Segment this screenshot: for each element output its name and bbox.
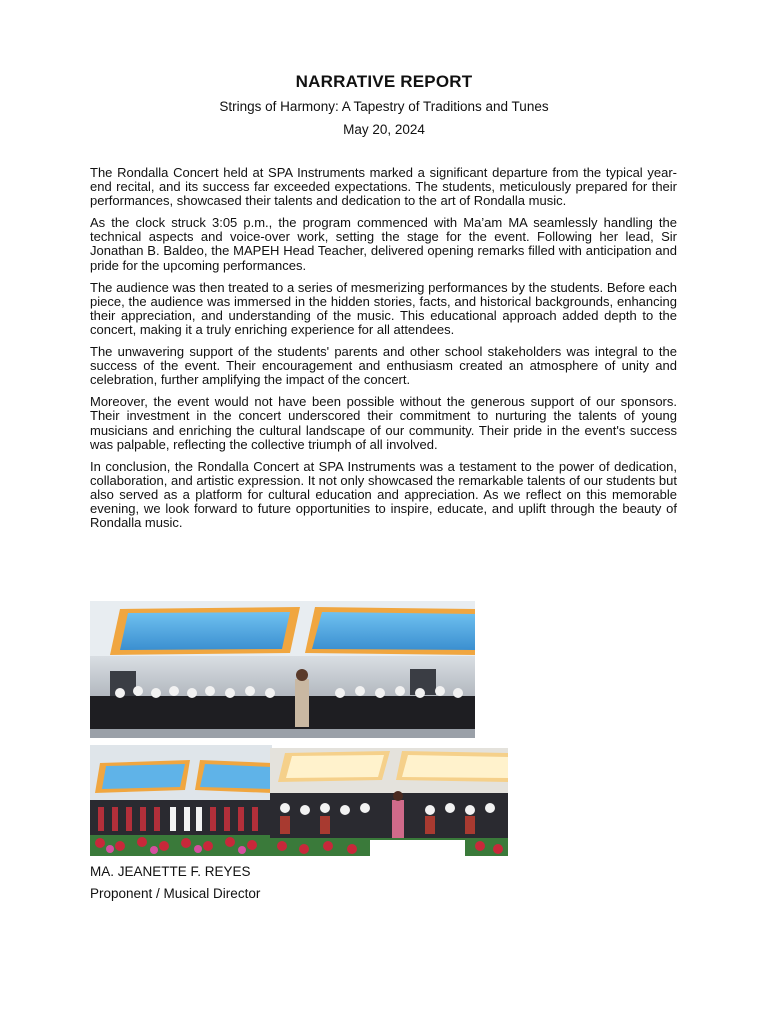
paragraph-intro: The Rondalla Concert held at SPA Instruments marked a significant departure from the typical year-end recital, and its success far exceeded expectations. The students, meticulously prepared for their performances, showcased their talents and dedication to the art of Rondalla music.: [90, 165, 677, 209]
paragraph-sponsors: Moreover, the event would not have been possible without the generous support of our sponsors. Their investment in the concert underscored their commitment to nurturing the talents of young musicians and enriching the cultural landscape of our community. Their pride in the event's success was palpable, reflecting the collective triumph of all involved.: [90, 394, 677, 452]
signatory-role: Proponent / Musical Director: [90, 886, 261, 901]
paragraph-conclusion: In conclusion, the Rondalla Concert at SPA Instruments was a testament to the power of dedication, collaboration, and artistic expression. It not only showcased the remarkable talents of our students but also served as a platform for cultural education and appreciation. As we reflect on this memorable evening, we look forward to future opportunities to inspire, educate, and uplift through the beauty of Rondalla music.: [90, 458, 677, 531]
concert-photo-group: [90, 745, 272, 856]
concert-photo-wide: [90, 601, 475, 738]
paragraph-program-start: As the clock struck 3:05 p.m., the program commenced with Ma’am MA seamlessly handling the technical aspects and voice-over work, setting the stage for the event. Following her lead, Sir Jonathan B. Baldeo, the MAPEH Head Teacher, delivered opening remarks filled with anticipation and pride for the upcoming performances.: [90, 215, 677, 273]
report-title: NARRATIVE REPORT: [295, 72, 473, 91]
report-subtitle: Strings of Harmony: A Tapestry of Traditions and Tunes: [219, 99, 549, 114]
report-date: May 20, 2024: [343, 122, 425, 137]
paragraph-support: The unwavering support of the students' parents and other school stakeholders was integral to the success of the event. Their encouragement and enthusiasm created an atmosphere of unity and celebration, further amplifying the impact of the concert.: [90, 344, 677, 388]
report-body: [90, 166, 677, 538]
concert-photo-conductor: [270, 748, 508, 856]
signatory-name: MA. JEANETTE F. REYES: [90, 864, 251, 879]
paragraph-performances: The audience was then treated to a series of mesmerizing performances by the students. Before each piece, the audience was immersed in the hidden stories, facts, and historical backgrounds, enhancing their appreciation, and understanding of the music. This educational approach added depth to the concert, making it a truly enriching experience for all attendees.: [90, 279, 677, 337]
